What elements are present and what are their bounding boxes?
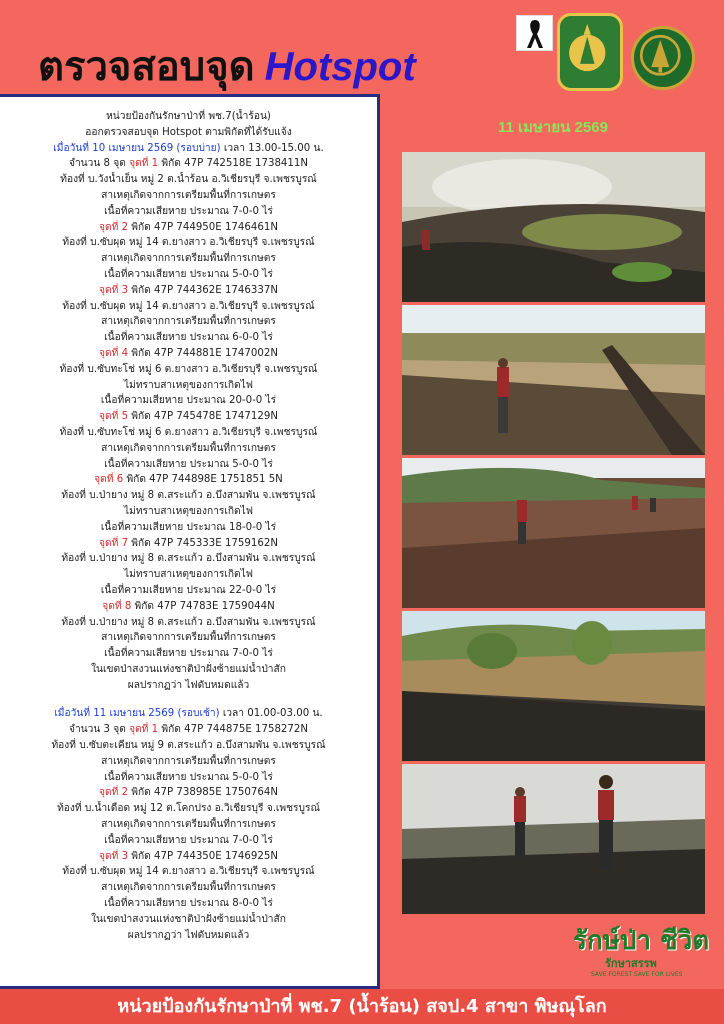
report-line <box>0 299 377 315</box>
report-text: ออกตรวจสอบจุด Hotspot ตามพิกัดที่ได้รับแจ้ง <box>85 126 292 138</box>
date-round-label: เมื่อวันที่ 10 เมษายน 2569 (รอบบ่าย) <box>53 142 221 154</box>
report-line <box>0 378 377 394</box>
report-text: ไม่ทราบสาเหตุของการเกิดไฟ <box>124 569 253 581</box>
photo-burned-hillside-team <box>402 458 705 608</box>
report-line <box>0 425 377 441</box>
report-text: สาเหตุเกิดจากการเตรียมพื้นที่การเกษตร <box>101 882 276 894</box>
report-text: เนื้อที่ความเสียหาย ประมาณ 7-0-0 ไร่ <box>104 648 273 660</box>
point-label: จุดที่ 3 <box>99 284 129 296</box>
report-text: สาเหตุเกิดจากการเตรียมพื้นที่การเกษตร <box>101 189 276 201</box>
report-text: ท้องที่ บ.น้ำเดือด หมู่ 12 ต.โคกปรง อ.วิเชียรบุรี จ.เพชรบูรณ์ <box>57 803 320 815</box>
report-line <box>0 125 377 141</box>
report-line <box>0 896 377 912</box>
report-text: พิกัด 47P 738985E 1750764N <box>128 787 278 799</box>
report-text: พิกัด 47P 744350E 1746925N <box>128 850 278 862</box>
report-text: พิกัด 47P 745333E 1759162N <box>128 537 278 549</box>
report-text: ไม่ทราบสาเหตุของการเกิดไฟ <box>124 379 253 391</box>
report-text: จำนวน 3 จุด <box>68 724 130 736</box>
report-text: ท้องที่ บ.ซับผุด หมู่ 14 ต.ยางสาว อ.วิเชียรบุรี จ.เพชรบูรณ์ <box>62 237 315 249</box>
title-hotspot: Hotspot <box>264 45 416 89</box>
report-text: จำนวน 8 จุด <box>68 158 130 170</box>
report-line <box>0 801 377 817</box>
report-text: ท้องที่ บ.ซับทะโช่ หมู่ 6 ต.ยางสาว อ.วิเชียรบุรี จ.เพชรบูรณ์ <box>59 426 318 438</box>
photo-officers-walking <box>402 764 705 914</box>
report-text: ท้องที่ บ.ซับทะโช่ หมู่ 6 ต.ยางสาว อ.วิเชียรบุรี จ.เพชรบูรณ์ <box>59 363 318 375</box>
report-line <box>0 235 377 251</box>
report-line <box>0 109 377 125</box>
report-line <box>0 770 377 786</box>
report-line <box>0 488 377 504</box>
report-text: พิกัด 47P 744875E 1758272N <box>158 724 309 736</box>
report-line <box>0 220 377 236</box>
report-line <box>0 441 377 457</box>
report-text: เนื้อที่ความเสียหาย ประมาณ 18-0-0 ไร่ <box>100 521 277 533</box>
report-text: ไม่ทราบสาเหตุของการเกิดไฟ <box>124 505 253 517</box>
report-line <box>0 912 377 928</box>
report-line <box>0 738 377 754</box>
report-text: เนื้อที่ความเสียหาย ประมาณ 20-0-0 ไร่ <box>100 395 277 407</box>
report-line <box>0 662 377 678</box>
report-line <box>0 849 377 865</box>
report-line <box>0 615 377 631</box>
report-line <box>0 536 377 552</box>
point-label: จุดที่ 4 <box>99 347 129 359</box>
logo-text-main: รักษ์ป่า ชีวิต <box>573 926 710 956</box>
point-label: จุดที่ 1 <box>129 158 159 170</box>
report-text: ผลปรากฏว่า ไฟดับหมดแล้ว <box>127 929 250 941</box>
point-label: จุดที่ 6 <box>94 474 124 486</box>
report-text: เวลา 13.00-15.00 น. <box>220 142 324 154</box>
point-label: จุดที่ 5 <box>99 411 129 423</box>
report-text: หน่วยป้องกันรักษาป่าที่ พช.7(น้ำร้อน) <box>106 111 271 122</box>
date-round-label: เมื่อวันที่ 11 เมษายน 2569 (รอบเช้า) <box>54 708 220 720</box>
report-line <box>0 251 377 267</box>
report-line <box>0 599 377 615</box>
report-line <box>0 864 377 880</box>
section-gap <box>0 693 377 706</box>
report-text: ผลปรากฏว่า ไฟดับหมดแล้ว <box>127 679 250 691</box>
report-text: เนื้อที่ความเสียหาย ประมาณ 5-0-0 ไร่ <box>104 458 273 470</box>
report-line <box>0 267 377 283</box>
report-text: เนื้อที่ความเสียหาย ประมาณ 8-0-0 ไร่ <box>104 898 273 910</box>
report-line <box>0 880 377 896</box>
report-line <box>0 346 377 362</box>
report-line <box>0 630 377 646</box>
title-thai: ตรวจสอบจุด <box>38 45 255 89</box>
report-text: สาเหตุเกิดจากการเตรียมพื้นที่การเกษตร <box>101 316 276 328</box>
report-line <box>0 817 377 833</box>
report-text: พิกัด 47P 742518E 1738411N <box>158 158 309 170</box>
report-line <box>0 141 377 157</box>
photo-gallery <box>402 152 705 912</box>
report-text: สาเหตุเกิดจากการเตรียมพื้นที่การเกษตร <box>101 632 276 644</box>
report-text: เนื้อที่ความเสียหาย ประมาณ 6-0-0 ไร่ <box>104 332 273 344</box>
report-line <box>0 457 377 473</box>
point-label: จุดที่ 2 <box>99 221 129 233</box>
report-text: เนื้อที่ความเสียหาย ประมาณ 7-0-0 ไร่ <box>104 834 273 846</box>
photo-officer-dry-grass <box>402 305 705 455</box>
report-line <box>0 520 377 536</box>
forest-department-seal-icon <box>631 26 695 90</box>
point-label: จุดที่ 2 <box>99 787 129 799</box>
report-text: ท้องที่ บ.วังน้ำเย็น หมู่ 2 ต.น้ำร้อน อ.วิเชียรบุรี จ.เพชรบูรณ์ <box>60 174 317 186</box>
photo-smoke-burned-slope <box>402 152 705 302</box>
report-line <box>0 504 377 520</box>
report-line <box>0 330 377 346</box>
report-text: พิกัด 47P 744362E 1746337N <box>128 284 278 296</box>
report-text: ในเขตป่าสงวนแห่งชาติป่าฝั่งซ้ายแม่น้ำป่าสัก <box>91 663 286 675</box>
point-label: จุดที่ 3 <box>99 850 129 862</box>
report-text: สาเหตุเกิดจากการเตรียมพื้นที่การเกษตร <box>101 253 276 265</box>
report-line <box>0 156 377 172</box>
point-label: จุดที่ 1 <box>129 724 159 736</box>
report-line <box>0 362 377 378</box>
report-line <box>0 283 377 299</box>
report-text: สาเหตุเกิดจากการเตรียมพื้นที่การเกษตร <box>101 442 276 454</box>
report-line <box>0 706 377 722</box>
report-line <box>0 551 377 567</box>
report-line <box>0 678 377 694</box>
report-text: ท้องที่ บ.ป่ายาง หมู่ 8 ต.สระแก้ว อ.บึงสามพัน จ.เพชรบูรณ์ <box>61 553 316 565</box>
report-text: เนื้อที่ความเสียหาย ประมาณ 5-0-0 ไร่ <box>104 268 273 280</box>
report-text: ท้องที่ บ.ซับผุด หมู่ 14 ต.ยางสาว อ.วิเชียรบุรี จ.เพชรบูรณ์ <box>62 300 315 312</box>
report-line <box>0 172 377 188</box>
page-title <box>38 34 416 98</box>
report-line <box>0 722 377 738</box>
logo-text-english: SAVE FOREST SAVE FOR LIVES <box>591 971 683 978</box>
report-text: เนื้อที่ความเสียหาย ประมาณ 5-0-0 ไร่ <box>104 771 273 783</box>
report-text: ท้องที่ บ.ป่ายาง หมู่ 8 ต.สระแก้ว อ.บึงสามพัน จ.เพชรบูรณ์ <box>61 490 316 502</box>
photo-burned-field-trees <box>402 611 705 761</box>
report-line <box>0 314 377 330</box>
report-text: พิกัด 47P 74783E 1759044N <box>131 600 275 612</box>
report-date: 11 เมษายน 2569 <box>498 119 608 136</box>
report-text: พิกัด 47P 744950E 1746461N <box>128 221 278 233</box>
report-text: ในเขตป่าสงวนแห่งชาติป่าฝั่งซ้ายแม่น้ำป่าสัก <box>91 913 286 925</box>
report-line <box>0 409 377 425</box>
report-text: สาเหตุเกิดจากการเตรียมพื้นที่การเกษตร <box>101 755 276 767</box>
report-line <box>0 583 377 599</box>
report-text: ท้องที่ บ.ซับตะเคียน หมู่ 9 ต.สระแก้ว อ.บึงสามพัน จ.เพชรบูรณ์ <box>51 740 326 752</box>
mourning-ribbon-icon <box>516 15 553 51</box>
save-forest-logo <box>565 920 721 986</box>
report-line <box>0 204 377 220</box>
report-text: พิกัด 47P 744881E 1747002N <box>128 347 278 359</box>
report-text: เวลา 01.00-03.00 น. <box>219 708 323 720</box>
footer-unit-name: หน่วยป้องกันรักษาป่าที่ พช.7 (น้ำร้อน) สจป.4 สาขา พิษณุโลก <box>0 989 724 1024</box>
report-line <box>0 393 377 409</box>
report-text: ท้องที่ บ.ซับผุด หมู่ 14 ต.ยางสาว อ.วิเชียรบุรี จ.เพชรบูรณ์ <box>62 866 315 878</box>
report-text: พิกัด 47P 744898E 1751851 5N <box>123 474 283 486</box>
point-label: จุดที่ 8 <box>102 600 132 612</box>
report-text: สาเหตุเกิดจากการเตรียมพื้นที่การเกษตร <box>101 819 276 831</box>
report-text: เนื้อที่ความเสียหาย ประมาณ 7-0-0 ไร่ <box>104 205 273 217</box>
report-text-panel <box>0 94 380 989</box>
report-line <box>0 646 377 662</box>
report-text: พิกัด 47P 745478E 1747129N <box>128 411 278 423</box>
report-line <box>0 754 377 770</box>
point-label: จุดที่ 7 <box>99 537 129 549</box>
report-line <box>0 928 377 944</box>
report-line <box>0 567 377 583</box>
report-line <box>0 188 377 204</box>
department-emblem-icon <box>557 13 623 91</box>
logo-text-sub: รักษาสรรพ <box>605 957 657 970</box>
report-text: เนื้อที่ความเสียหาย ประมาณ 22-0-0 ไร่ <box>100 584 277 596</box>
report-line <box>0 472 377 488</box>
report-line <box>0 833 377 849</box>
report-text: ท้องที่ บ.ป่ายาง หมู่ 8 ต.สระแก้ว อ.บึงสามพัน จ.เพชรบูรณ์ <box>61 616 316 628</box>
report-line <box>0 785 377 801</box>
